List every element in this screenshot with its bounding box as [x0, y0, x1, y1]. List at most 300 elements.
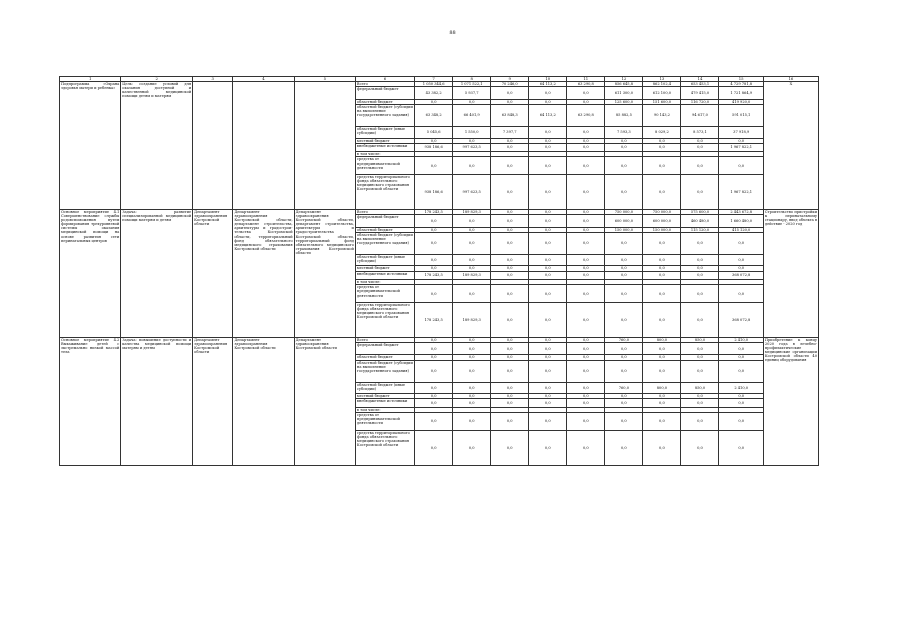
amount-cell: 0,0	[529, 337, 567, 342]
amount-cell: 0,0	[453, 413, 491, 431]
amount-cell: 0,0	[529, 87, 567, 100]
amount-cell: 0,0	[491, 209, 529, 214]
amount-cell: 0,0	[605, 255, 643, 266]
amount-cell: 0,0	[567, 157, 605, 175]
amount-cell: 415 120,0	[719, 227, 763, 232]
amount-cell: 0,0	[453, 215, 491, 228]
amount-cell: 0,0	[453, 255, 491, 266]
amount-cell: 0,0	[643, 430, 681, 465]
amount-cell: 612 100,0	[643, 87, 681, 100]
amount-cell: 0,0	[491, 302, 529, 337]
amount-cell: 0,0	[605, 413, 643, 431]
amount-cell: 0,0	[453, 285, 491, 303]
activity-goal: Задача: развитие специализированной медицинской помощи матерям и детям	[121, 209, 193, 337]
amount-cell: 0,0	[643, 255, 681, 266]
expected-result: X	[763, 82, 818, 210]
column-number: 7	[415, 77, 453, 82]
amount-cell: 0,0	[529, 302, 567, 337]
amount-cell: 938 186,6	[415, 174, 453, 209]
amount-cell: 0,0	[415, 337, 453, 342]
amount-cell: 0,0	[719, 138, 763, 143]
amount-cell: 7 593,3	[605, 127, 643, 138]
amount-cell: 0,0	[453, 342, 491, 355]
amount-cell: 0,0	[567, 255, 605, 266]
executor-3: Департамент здравоохранения Костромской области, департамент строительства, архитектуры и градостроительства Костромской области, территориальный фонд обязательного медицинского страхования Костромской области	[294, 209, 355, 337]
funding-source: средства территориального фонда обязательного медицинского страхования Костромской области	[355, 302, 414, 337]
amount-cell: 151 600,0	[643, 99, 681, 104]
amount-cell: 0,0	[529, 266, 567, 271]
amount-cell: 0,0	[719, 266, 763, 271]
amount-cell: 0,0	[719, 157, 763, 175]
amount-cell: 178 243,5	[415, 271, 453, 280]
amount-cell: 85 882,5	[605, 104, 643, 127]
amount-cell: 0,0	[681, 360, 719, 383]
funding-source: внебюджетные источники	[355, 143, 414, 152]
amount-cell: 368 072,8	[719, 271, 763, 280]
amount-cell: 850,0	[681, 337, 719, 342]
amount-cell: 0,0	[529, 232, 567, 255]
amount-cell: 0,0	[605, 430, 643, 465]
amount-cell: 0,0	[567, 285, 605, 303]
amount-cell: 189 829,3	[453, 271, 491, 280]
amount-cell: 0,0	[567, 138, 605, 143]
amount-cell: 178 243,5	[415, 209, 453, 214]
amount-cell: 7 397,7	[491, 127, 529, 138]
expected-result: Приобретение к концу 2020 года в лечебно-профилактические медицинские организации Костромской области 40 единиц оборудования	[763, 337, 818, 465]
amount-cell: 37 918,9	[719, 127, 763, 138]
amount-cell: 0,0	[567, 302, 605, 337]
amount-cell: 0,0	[491, 413, 529, 431]
amount-cell: 600 000,0	[605, 215, 643, 228]
amount-cell: 64 113,2	[529, 82, 567, 87]
amount-cell: 0,0	[415, 215, 453, 228]
amount-cell: 0,0	[567, 394, 605, 399]
amount-cell: 0,0	[415, 227, 453, 232]
amount-cell: 0,0	[529, 215, 567, 228]
funding-source: Всего	[355, 82, 414, 87]
amount-cell: 0,0	[529, 430, 567, 465]
column-number: 3	[193, 77, 233, 82]
amount-cell: 0,0	[719, 413, 763, 431]
activity-goal: Цель: создание условий для оказания доступной и качественной медицинской помощи детям и матерям	[121, 82, 193, 210]
funding-source: средства от предпринимательской деятельности	[355, 413, 414, 431]
amount-cell: 0,0	[415, 266, 453, 271]
column-number: 14	[681, 77, 719, 82]
amount-cell: 0,0	[605, 360, 643, 383]
amount-cell: 0,0	[681, 399, 719, 408]
amount-cell: 0,0	[491, 99, 529, 104]
column-number: 16	[763, 77, 818, 82]
column-number: 12	[605, 77, 643, 82]
funding-source: в том числе:	[355, 408, 414, 413]
amount-cell: 0,0	[491, 266, 529, 271]
amount-cell: 94 617,0	[681, 104, 719, 127]
amount-cell: 0,0	[453, 157, 491, 175]
amount-cell: 0,0	[491, 360, 529, 383]
amount-cell: 591 015,1	[719, 104, 763, 127]
amount-cell: 0,0	[567, 413, 605, 431]
amount-cell: 0,0	[529, 360, 567, 383]
amount-cell: 0,0	[605, 342, 643, 355]
amount-cell: 0,0	[681, 285, 719, 303]
amount-cell: 116 720,0	[681, 99, 719, 104]
amount-cell: 0,0	[453, 99, 491, 104]
amount-cell: 0,0	[567, 99, 605, 104]
column-number: 10	[529, 77, 567, 82]
program-finance-table	[59, 76, 819, 466]
column-number: 5	[294, 77, 355, 82]
amount-cell: 0,0	[719, 394, 763, 399]
amount-cell: 0,0	[719, 342, 763, 355]
amount-cell: 0,0	[415, 430, 453, 465]
amount-cell: 0,0	[529, 355, 567, 360]
table-body	[60, 77, 819, 466]
amount-cell: 760,0	[605, 383, 643, 394]
amount-cell: 653 453,1	[681, 82, 719, 87]
amount-cell: 0,0	[681, 413, 719, 431]
funding-source: областной бюджет (иные субсидии)	[355, 127, 414, 138]
amount-cell: 0,0	[681, 302, 719, 337]
amount-cell: 0,0	[681, 355, 719, 360]
amount-cell: 0,0	[567, 430, 605, 465]
funding-source: областной бюджет (субсидии на выполнение государственного задания)	[355, 104, 414, 127]
amount-cell: 8 029,2	[643, 127, 681, 138]
amount-cell: 0,0	[643, 271, 681, 280]
amount-cell: 0,0	[491, 227, 529, 232]
amount-cell: 0,0	[681, 138, 719, 143]
amount-cell: 0,0	[453, 399, 491, 408]
amount-cell: 0,0	[643, 157, 681, 175]
amount-cell: 0,0	[719, 232, 763, 255]
amount-cell: 856 645,8	[605, 82, 643, 87]
amount-cell: 0,0	[491, 174, 529, 209]
funding-source: внебюджетные источники	[355, 399, 414, 408]
amount-cell: 189 829,3	[453, 302, 491, 337]
amount-cell: 8 573,1	[681, 127, 719, 138]
amount-cell: 1 071 522,1	[453, 82, 491, 87]
column-number: 4	[233, 77, 294, 82]
amount-cell: 1 721 864,9	[719, 87, 763, 100]
amount-cell: 0,0	[529, 383, 567, 394]
amount-cell: 0,0	[415, 413, 453, 431]
amount-cell: 0,0	[415, 138, 453, 143]
activity-name: Подпрограмма «Охрана здоровья матери и ребенка»	[60, 82, 121, 210]
executor-1: Департамент здравоохранения Костромской области	[193, 337, 233, 465]
amount-cell: 750 000,0	[605, 209, 643, 214]
amount-cell: 0,0	[529, 99, 567, 104]
amount-cell: 0,0	[529, 271, 567, 280]
amount-cell: 0,0	[643, 394, 681, 399]
amount-cell: 368 072,8	[719, 302, 763, 337]
amount-cell: 611 300,0	[605, 87, 643, 100]
amount-cell: 0,0	[643, 302, 681, 337]
amount-cell: 0,0	[605, 355, 643, 360]
amount-cell: 0,0	[529, 399, 567, 408]
amount-cell: 0,0	[567, 227, 605, 232]
amount-cell: 0,0	[491, 355, 529, 360]
amount-cell: 460 480,0	[681, 215, 719, 228]
funding-source: областной бюджет (субсидии на выполнение государственного задания)	[355, 360, 414, 383]
amount-cell: 997 623,5	[453, 174, 491, 209]
amount-cell: 1 967 822,1	[719, 143, 763, 152]
amount-cell: 0,0	[491, 87, 529, 100]
amount-cell: 2 410,0	[719, 383, 763, 394]
amount-cell: 178 243,5	[415, 302, 453, 337]
column-number: 15	[719, 77, 763, 82]
amount-cell: 800,0	[643, 337, 681, 342]
activity-name: Основное мероприятие 4.2 Выхаживание детей с экстремально низкой массой тела	[60, 337, 121, 465]
amount-cell: 64 113,2	[529, 104, 567, 127]
funding-source: средства территориального фонда обязательного медицинского страхования Костромской области	[355, 430, 414, 465]
amount-cell: 600 000,0	[643, 215, 681, 228]
amount-cell: 0,0	[643, 143, 681, 152]
amount-cell: 0,0	[681, 174, 719, 209]
amount-cell: 0,0	[605, 174, 643, 209]
amount-cell: 0,0	[453, 337, 491, 342]
amount-cell: 750 000,0	[643, 209, 681, 214]
amount-cell: 0,0	[567, 143, 605, 152]
amount-cell: 0,0	[567, 127, 605, 138]
column-number: 9	[491, 77, 529, 82]
amount-cell: 0,0	[605, 399, 643, 408]
funding-source: областной бюджет (иные субсидии)	[355, 255, 414, 266]
amount-cell: 0,0	[415, 285, 453, 303]
amount-cell: 66 401,9	[453, 104, 491, 127]
amount-cell: 0,0	[643, 342, 681, 355]
amount-cell: 0,0	[567, 360, 605, 383]
amount-cell: 0,0	[567, 271, 605, 280]
amount-cell: 0,0	[643, 266, 681, 271]
column-number: 2	[121, 77, 193, 82]
amount-cell: 70 246,0	[491, 82, 529, 87]
column-number: 6	[355, 77, 414, 82]
amount-cell: 0,0	[681, 266, 719, 271]
amount-cell: 0,0	[491, 285, 529, 303]
amount-cell: 0,0	[605, 302, 643, 337]
funding-source: внебюджетные источники	[355, 271, 414, 280]
amount-cell: 0,0	[605, 138, 643, 143]
amount-cell: 0,0	[529, 138, 567, 143]
executor-3: Департамент здравоохранения Костромской области	[294, 337, 355, 465]
funding-source: местный бюджет	[355, 394, 414, 399]
activity-goal: Задача: повышение доступности и качества медицинской помощи матерям и детям	[121, 337, 193, 465]
amount-cell: 0,0	[529, 342, 567, 355]
funding-source: в том числе:	[355, 280, 414, 285]
amount-cell: 0,0	[529, 157, 567, 175]
amount-cell: 0,0	[529, 209, 567, 214]
funding-source: средства от предпринимательской деятельности	[355, 285, 414, 303]
funding-source: федеральный бюджет	[355, 215, 414, 228]
amount-cell: 0,0	[491, 342, 529, 355]
amount-cell: 0,0	[415, 232, 453, 255]
amount-cell: 0,0	[567, 209, 605, 214]
column-number: 13	[643, 77, 681, 82]
amount-cell: 5 045,6	[415, 127, 453, 138]
amount-cell: 0,0	[453, 266, 491, 271]
amount-cell: 0,0	[529, 227, 567, 232]
column-number: 1	[60, 77, 121, 82]
amount-cell: 0,0	[415, 394, 453, 399]
amount-cell: 0,0	[681, 232, 719, 255]
amount-cell: 63 290,8	[567, 82, 605, 87]
amount-cell: 0,0	[491, 399, 529, 408]
amount-cell: 0,0	[567, 215, 605, 228]
amount-cell: 0,0	[567, 266, 605, 271]
amount-cell: 0,0	[453, 138, 491, 143]
table-row	[60, 209, 819, 214]
executor-1	[193, 82, 233, 210]
amount-cell: 0,0	[453, 232, 491, 255]
amount-cell: 0,0	[453, 383, 491, 394]
funding-source: местный бюджет	[355, 266, 414, 271]
amount-cell: 0,0	[643, 360, 681, 383]
amount-cell: 997 623,5	[453, 143, 491, 152]
amount-cell: 419 920,0	[719, 99, 763, 104]
amount-cell: 0,0	[643, 174, 681, 209]
amount-cell: 0,0	[605, 143, 643, 152]
funding-source: областной бюджет	[355, 227, 414, 232]
amount-cell: 0,0	[415, 399, 453, 408]
amount-cell: 479 415,0	[681, 87, 719, 100]
funding-source: областной бюджет (иные субсидии)	[355, 383, 414, 394]
amount-cell: 2 443 672,8	[719, 209, 763, 214]
funding-source: в том числе:	[355, 152, 414, 157]
amount-cell: 0,0	[567, 383, 605, 394]
column-number: 11	[567, 77, 605, 82]
amount-cell: 0,0	[491, 383, 529, 394]
amount-cell: 0,0	[681, 394, 719, 399]
amount-cell: 0,0	[453, 430, 491, 465]
funding-source: федеральный бюджет	[355, 342, 414, 355]
funding-source: средства от предпринимательской деятельности	[355, 157, 414, 175]
amount-cell: 150 000,0	[605, 227, 643, 232]
amount-cell: 125 600,0	[605, 99, 643, 104]
amount-cell: 0,0	[491, 255, 529, 266]
amount-cell: 0,0	[567, 87, 605, 100]
executor-2: Департамент здравоохранения Костромской области, департамент строительства, архитектуры и градострои-тельства Костромской области, территориальный фонд обязательного медицинского страхования Костромской области	[233, 209, 294, 337]
amount-cell: 0,0	[643, 285, 681, 303]
amount-cell: 0,0	[491, 394, 529, 399]
amount-cell: 800,0	[643, 383, 681, 394]
funding-source: областной бюджет	[355, 99, 414, 104]
amount-cell: 0,0	[491, 337, 529, 342]
amount-cell: 0,0	[567, 174, 605, 209]
amount-cell: 0,0	[719, 255, 763, 266]
amount-cell: 0,0	[529, 127, 567, 138]
amount-cell: 0,0	[453, 355, 491, 360]
amount-cell: 115 120,0	[681, 227, 719, 232]
amount-cell: 0,0	[491, 215, 529, 228]
funding-source: средства территориального фонда обязательного медицинского страхования Костромской области	[355, 174, 414, 209]
page-number: 88	[449, 30, 456, 36]
amount-cell: 1 660 480,0	[719, 215, 763, 228]
funding-source: Всего	[355, 337, 414, 342]
amount-cell: 0,0	[719, 285, 763, 303]
amount-cell: 0,0	[453, 394, 491, 399]
amount-cell: 0,0	[605, 266, 643, 271]
amount-cell: 189 829,3	[453, 209, 491, 214]
amount-cell: 1 050 344,6	[415, 82, 453, 87]
amount-cell: 0,0	[415, 355, 453, 360]
amount-cell: 0,0	[415, 99, 453, 104]
amount-cell: 760,0	[605, 337, 643, 342]
amount-cell: 0,0	[415, 360, 453, 383]
amount-cell: 1 550,0	[453, 127, 491, 138]
amount-cell: 0,0	[491, 430, 529, 465]
amount-cell: 0,0	[567, 342, 605, 355]
amount-cell: 850,0	[681, 383, 719, 394]
amount-cell: 0,0	[681, 271, 719, 280]
amount-cell: 0,0	[567, 399, 605, 408]
amount-cell: 150 000,0	[643, 227, 681, 232]
amount-cell: 0,0	[415, 383, 453, 394]
amount-cell: 5 937,7	[453, 87, 491, 100]
amount-cell: 0,0	[529, 394, 567, 399]
amount-cell: 0,0	[491, 271, 529, 280]
amount-cell: 0,0	[719, 360, 763, 383]
amount-cell: 0,0	[681, 143, 719, 152]
amount-cell: 0,0	[605, 232, 643, 255]
amount-cell: 43 382,2	[415, 87, 453, 100]
amount-cell: 63 848,3	[491, 104, 529, 127]
amount-cell: 938 186,6	[415, 143, 453, 152]
amount-cell: 63 348,2	[415, 104, 453, 127]
executor-2: Департамент здравоохранения Костромской области	[233, 337, 294, 465]
amount-cell: 0,0	[719, 399, 763, 408]
amount-cell: 0,0	[491, 138, 529, 143]
amount-cell: 0,0	[529, 174, 567, 209]
amount-cell: 0,0	[681, 157, 719, 175]
amount-cell: 0,0	[605, 157, 643, 175]
amount-cell: 0,0	[491, 143, 529, 152]
amount-cell: 0,0	[605, 285, 643, 303]
executor-2	[233, 82, 294, 210]
funding-source: областной бюджет	[355, 355, 414, 360]
amount-cell: 0,0	[643, 399, 681, 408]
amount-cell: 0,0	[567, 337, 605, 342]
amount-cell: 0,0	[643, 413, 681, 431]
amount-cell: 0,0	[529, 285, 567, 303]
amount-cell: 1 967 822,1	[719, 174, 763, 209]
amount-cell: 0,0	[529, 143, 567, 152]
amount-cell: 0,0	[681, 342, 719, 355]
amount-cell: 0,0	[605, 394, 643, 399]
amount-cell: 0,0	[681, 430, 719, 465]
amount-cell: 0,0	[643, 355, 681, 360]
amount-cell: 0,0	[567, 355, 605, 360]
amount-cell: 0,0	[719, 430, 763, 465]
amount-cell: 0,0	[719, 355, 763, 360]
amount-cell: 0,0	[529, 413, 567, 431]
amount-cell: 63 290,8	[567, 104, 605, 127]
amount-cell: 0,0	[415, 342, 453, 355]
amount-cell: 2 410,0	[719, 337, 763, 342]
amount-cell: 0,0	[453, 360, 491, 383]
amount-cell: 0,0	[415, 157, 453, 175]
executor-3	[294, 82, 355, 210]
activity-name: Основное мероприятие 4.1 Совершенствование службы родовспоможения путем формирования трехуровневой системы оказания медицинской помощи на основе развития сети перинатальных центров	[60, 209, 121, 337]
amount-cell: 0,0	[453, 227, 491, 232]
amount-cell: 0,0	[529, 255, 567, 266]
executor-1: Департамент здравоохранения Костромской области	[193, 209, 233, 337]
amount-cell: 575 600,0	[681, 209, 719, 214]
funding-source: областной бюджет (субсидии на выполнение государственного задания)	[355, 232, 414, 255]
amount-cell: 0,0	[567, 232, 605, 255]
funding-source: федеральный бюджет	[355, 87, 414, 100]
amount-cell: 0,0	[605, 271, 643, 280]
amount-cell: 90 143,2	[643, 104, 681, 127]
table-row	[60, 82, 819, 87]
